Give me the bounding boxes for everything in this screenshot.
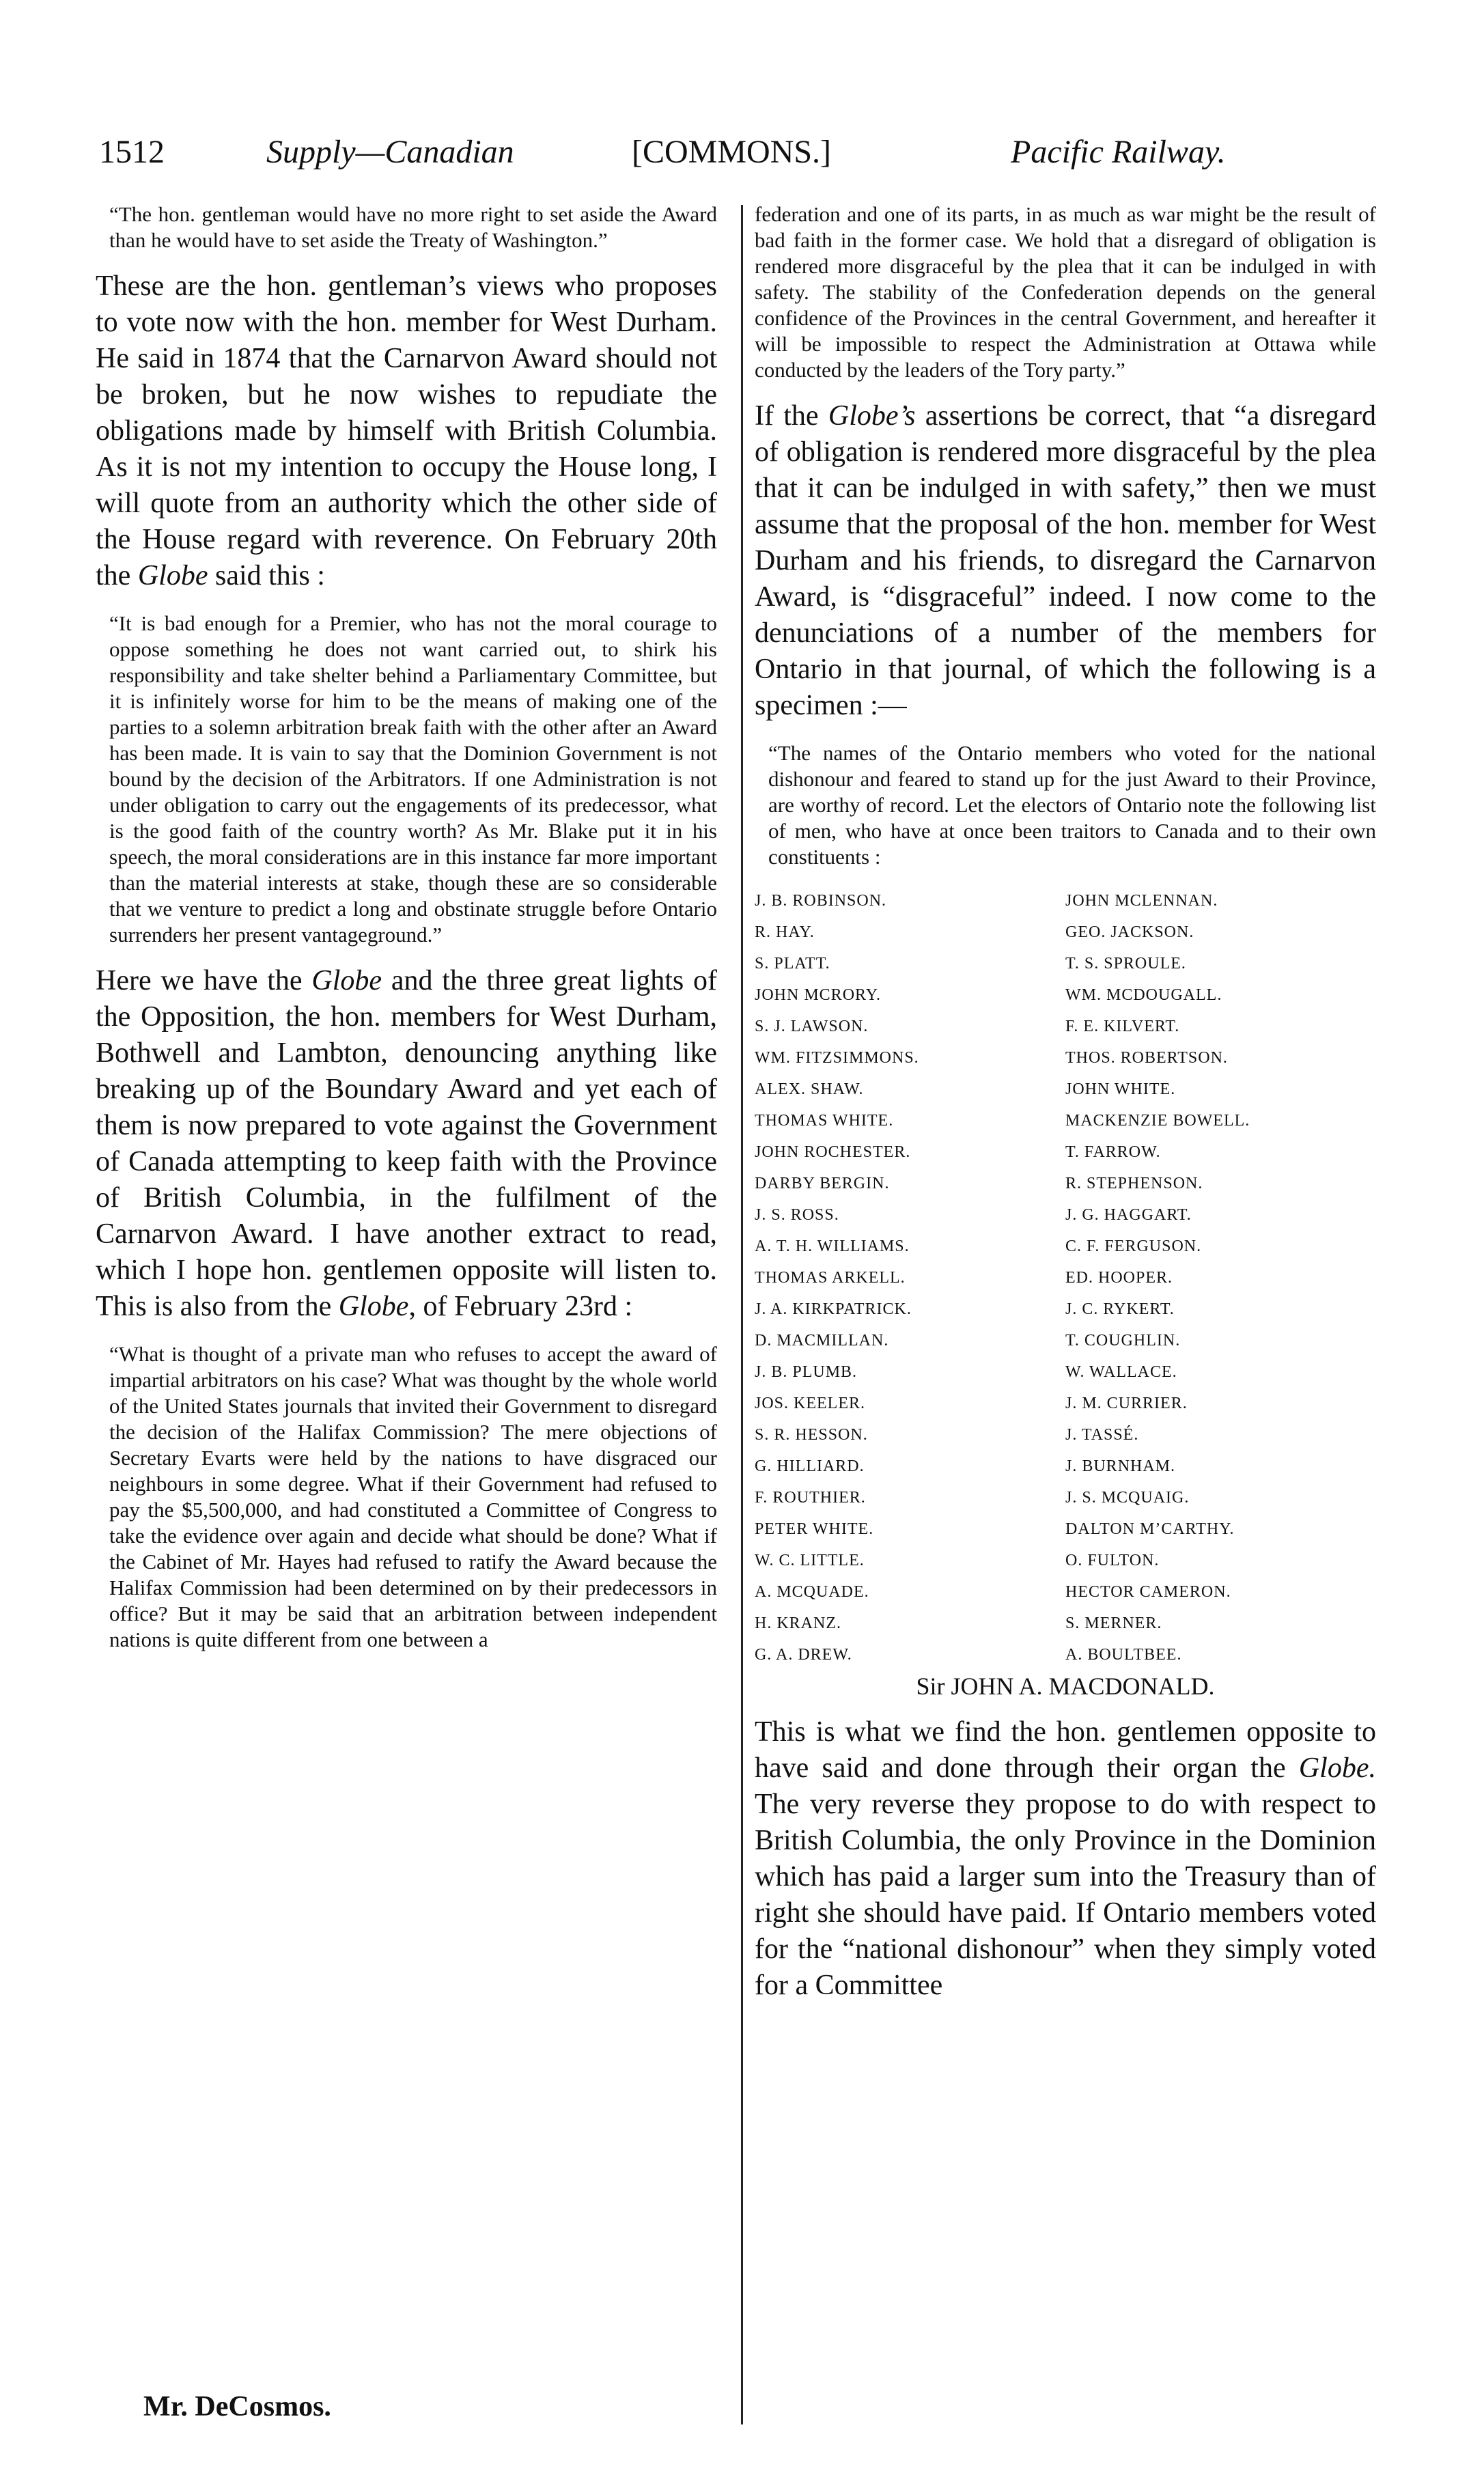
member-name: G. HILLIARD. [755, 1457, 865, 1475]
member-name: THOMAS ARKELL. [755, 1269, 906, 1287]
member-name: W. C. LITTLE. [755, 1552, 865, 1569]
member-name: S. PLATT. [755, 955, 830, 973]
globe-reference: Globe [311, 965, 382, 996]
member-name: DARBY BERGIN. [755, 1175, 890, 1192]
header-center-title: [COMMONS.] [632, 134, 832, 170]
member-name: WM. FITZSIMMONS. [755, 1049, 919, 1067]
member-name: J. C. RYKERT. [1065, 1300, 1175, 1318]
paragraph-reverse-start: This is what we find the hon. gentlemen opposite to have said and done through their organ the [755, 1716, 1376, 1784]
member-name: JOHN ROCHESTER. [755, 1143, 911, 1161]
member-name: J. TASSÉ. [1065, 1426, 1139, 1444]
footer-speaker-name: Mr. DeCosmos. [143, 2391, 331, 2422]
member-name: JOHN MCLENNAN. [1065, 892, 1218, 910]
paragraph-great-lights [96, 963, 717, 1325]
member-name: JOS. KEELER. [755, 1395, 865, 1412]
member-name: MACKENZIE BOWELL. [1065, 1112, 1250, 1130]
member-name: R. STEPHENSON. [1065, 1175, 1203, 1192]
member-name: WM. MCDOUGALL. [1065, 986, 1222, 1004]
paragraph-assertions [755, 398, 1376, 724]
member-name: J. A. KIRKPATRICK. [755, 1300, 912, 1318]
member-name: J. M. CURRIER. [1065, 1395, 1188, 1412]
paragraph-assertions-rest: assertions be correct, that “a disregard of obligation is rendered more disgraceful by the plea that it can be indulged in with safety,” then we must assume that the proposal of the hon. member for West Durham and his friends, to disregard the Carnarvon Award, is “disgraceful” indeed. I now come to the denunciations of a number of the members for Ontario in that journal, of which the following is a specimen :— [755, 400, 1376, 721]
column-divider [741, 205, 743, 2424]
member-name: S. MERNER. [1065, 1614, 1162, 1632]
quote-ontario-members: “The names of the Ontario members who voted for the national dishonour and feared to stand up for the just Award to their Province, are worthy of record. Let the electors of Ontario note the following list of men, who have at once been traitors to Canada and to their own constituents : [768, 741, 1376, 869]
right-column [755, 201, 1376, 2020]
member-name: H. KRANZ. [755, 1614, 841, 1632]
paragraph-views-end: said this : [214, 560, 325, 591]
header-right-title: Pacific Railway. [1011, 134, 1226, 170]
member-name: THOMAS WHITE. [755, 1112, 894, 1130]
member-name: G. A. DREW. [755, 1646, 852, 1664]
page-number: 1512 [99, 134, 165, 170]
paragraph-reverse-rest: The very reverse they propose to do with respect to British Columbia, the only Province in the Dominion which has paid a larger sum into the Treasury than of right she should have paid. If Ontario members voted for the “national dishonour” when they simply voted for a Committee [755, 1789, 1376, 2001]
member-name: J. G. HAGGART. [1065, 1206, 1192, 1224]
member-name: THOS. ROBERTSON. [1065, 1049, 1228, 1067]
paragraph-great-lights-start: Here we have the [96, 965, 303, 996]
speaker-heading: Sir JOHN A. MACDONALD. [916, 1673, 1215, 1700]
member-name: F. ROUTHIER. [755, 1489, 866, 1507]
paragraph-views [96, 268, 717, 594]
header-left-title: Supply—Canadian [266, 134, 514, 170]
member-name: T. FARROW. [1065, 1143, 1161, 1161]
member-name: ED. HOOPER. [1065, 1269, 1173, 1287]
member-name: R. HAY. [755, 923, 815, 941]
quote-premier: “It is bad enough for a Premier, who has not the moral courage to oppose something he does not want carried out, to shirk his responsibility and take shelter behind a Parliamentary Committee, but it is infinitely worse for him to be the means of making one of the parties to a solemn arbitration break faith with the other after an Award has been made. It is vain to say that the Dominion Government is not bound by the decision of the Arbitrators. If one Administration is not under obligation to carry out the engagements of its predecessor, what is the good faith of the country worth? As Mr. Blake put it in his speech, the moral considerations are in this instance far more important than the material interests at stake, though these are so considerable that we venture to predict a long and obstinate struggle before Ontario surrenders her present vantageground.” [109, 611, 717, 947]
page-header [99, 133, 1274, 181]
member-name: PETER WHITE. [755, 1520, 874, 1538]
member-name: JOHN MCRORY. [755, 986, 881, 1004]
paragraph-great-lights-end: , of February 23rd : [408, 1291, 633, 1322]
member-name: W. WALLACE. [1065, 1363, 1177, 1381]
paragraph-great-lights-mid: and the three great lights of the Opposition, the hon. members for West Durham, Bothwell and Lambton, denouncing anything like breaking up of the Boundary Award and yet each of them is now prepared to vote against the Government of Canada attempting to keep faith with the Province of British Columbia, in the fulfilment of the Carnarvon Award. I have another extract to read, which I hope hon. gentlemen opposite will listen to. This is also from the [96, 965, 718, 1322]
member-name: D. MACMILLAN. [755, 1332, 889, 1350]
globe-reference: Globe. [1298, 1752, 1376, 1784]
quote-treaty: “The hon. gentleman would have no more right to set aside the Award than he would have to set aside the Treaty of Washington.” [109, 202, 717, 252]
paragraph-views-text: These are the hon. gentleman’s views who proposes to vote now with the hon. member for West Durham. He said in 1874 that the Carnarvon Award should not be broken, but he now wishes to repudiate the obligations made by himself with British Columbia. As it is not my intention to occupy the House long, I will quote from an authority which the other side of the House regard with reverence. On February 20th the [96, 270, 717, 591]
member-name: J. BURNHAM. [1065, 1457, 1176, 1475]
member-name: ALEX. SHAW. [755, 1080, 864, 1098]
member-name: A. MCQUADE. [755, 1583, 869, 1601]
member-name: C. F. FERGUSON. [1065, 1238, 1202, 1255]
quote-private-man: “What is thought of a private man who refuses to accept the award of impartial arbitrators on his case? What was thought by the whole world of the United States journals that invited their Government to disregard the decision of the Halifax Commission? The mere objections of Secretary Evarts were held by the nations to have disgraced our neighbours in some degree. What if their Government had refused to pay the $5,500,000, and had constituted a Committee of Congress to take the evidence over again and decide what should be done? What if the Cabinet of Mr. Hayes had refused to ratify the Award because the Halifax Commission had been determined on by their predecessors in office? But it may be said that an arbitration between independent nations is quite different from one between a [109, 1342, 717, 1651]
member-name: GEO. JACKSON. [1065, 923, 1194, 941]
member-name: J. B. ROBINSON. [755, 892, 887, 910]
member-name: J. S. ROSS. [755, 1206, 839, 1224]
member-name: O. FULTON. [1065, 1552, 1160, 1569]
member-name: F. E. KILVERT. [1065, 1018, 1180, 1035]
globe-reference: Globe’s [828, 400, 916, 432]
member-name: JOHN WHITE. [1065, 1080, 1176, 1098]
globe-reference: Globe [338, 1291, 409, 1322]
member-name: HECTOR CAMERON. [1065, 1583, 1231, 1601]
member-name: J. B. PLUMB. [755, 1363, 858, 1381]
globe-reference: Globe [137, 560, 208, 591]
paragraph-reverse [755, 1714, 1376, 2004]
member-name: DALTON M’CARTHY. [1065, 1520, 1235, 1538]
member-name: A. T. H. WILLIAMS. [755, 1238, 910, 1255]
member-name: S. J. LAWSON. [755, 1018, 869, 1035]
member-name: S. R. HESSON. [755, 1426, 868, 1444]
member-name: J. S. MCQUAIG. [1065, 1489, 1190, 1507]
member-name: T. S. SPROULE. [1065, 955, 1186, 973]
paragraph-assertions-start: If the [755, 400, 819, 432]
quote-federation-continued: federation and one of its parts, in as much as war might be the result of bad faith in the former case. We hold that a disregard of obligation is rendered more disgraceful by the plea that it can be indulged in with safety. The stability of the Confederation depends on the general confidence of the Provinces in the central Government, and hereafter it will be impossible to respect the Administration at Ottawa while conducted by the leaders of the Tory party.” [755, 202, 1376, 382]
left-column [96, 201, 717, 1668]
member-name: T. COUGHLIN. [1065, 1332, 1181, 1350]
member-name: A. BOULTBEE. [1065, 1646, 1182, 1664]
members-name-list [755, 885, 1376, 1670]
